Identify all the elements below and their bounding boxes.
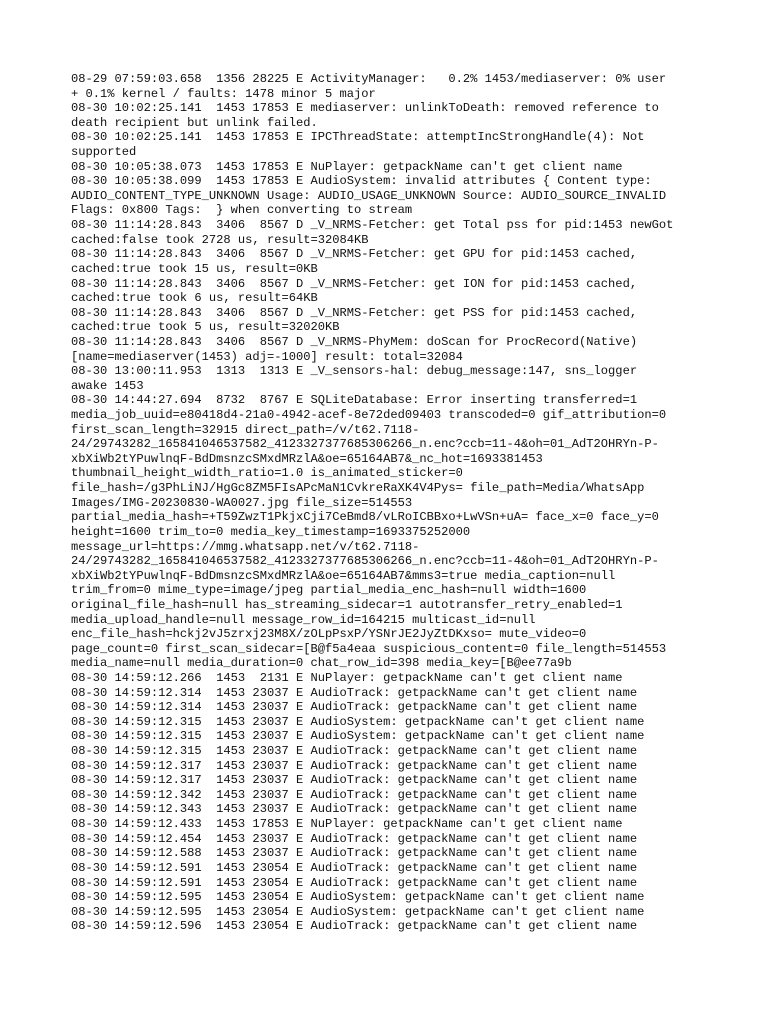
log-line: message_url=https://mmg.whatsapp.net/v/t62.7118- bbox=[71, 539, 420, 554]
log-line: 08-30 14:59:12.595 1453 23054 E AudioSystem: getpackName can't get client name bbox=[71, 890, 645, 905]
log-line: 08-30 14:59:12.454 1453 23037 E AudioTrack: getpackName can't get client name bbox=[71, 831, 638, 846]
log-line: 08-30 14:59:12.315 1453 23037 E AudioTrack: getpackName can't get client name bbox=[71, 744, 638, 759]
log-line: 08-30 13:00:11.953 1313 1313 E _V_sensors-hal: debug_message:147, sns_logger bbox=[71, 364, 638, 379]
log-line: 08-30 10:02:25.141 1453 17853 E mediaserver: unlinkToDeath: removed reference to bbox=[71, 101, 659, 116]
log-line: 08-30 11:14:28.843 3406 8567 D _V_NRMS-Fetcher: get PSS for pid:1453 cached, bbox=[71, 305, 638, 320]
log-line: xbXiWb2tYPuwlnqF-BdDmsnzcSMxdMRzlA&oe=65164AB7&mms3=true media_caption=null bbox=[71, 568, 616, 583]
log-line: cached:true took 15 us, result=0KB bbox=[71, 261, 318, 276]
log-line: xbXiWb2tYPuwlnqF-BdDmsnzcSMxdMRzlA&oe=65164AB7&_nc_hot=1693381453 bbox=[71, 451, 543, 466]
log-line: 08-30 14:59:12.266 1453 2131 E NuPlayer: getpackName can't get client name bbox=[71, 670, 623, 685]
log-text-block bbox=[71, 72, 701, 934]
log-line: 08-30 14:59:12.317 1453 23037 E AudioTrack: getpackName can't get client name bbox=[71, 758, 638, 773]
log-line: 08-30 14:59:12.314 1453 23037 E AudioTrack: getpackName can't get client name bbox=[71, 700, 638, 715]
log-line: page_count=0 first_scan_sidecar=[B@f5a4eaa suspicious_content=0 file_length=514553 bbox=[71, 641, 667, 656]
log-line: 08-30 14:59:12.314 1453 23037 E AudioTrack: getpackName can't get client name bbox=[71, 685, 638, 700]
log-line: 08-30 14:59:12.343 1453 23037 E AudioTrack: getpackName can't get client name bbox=[71, 802, 638, 817]
log-line: 08-30 10:05:38.073 1453 17853 E NuPlayer: getpackName can't get client name bbox=[71, 159, 623, 174]
log-line: 08-30 10:02:25.141 1453 17853 E IPCThreadState: attemptIncStrongHandle(4): Not bbox=[71, 130, 645, 145]
log-line: 08-30 14:59:12.591 1453 23054 E AudioTrack: getpackName can't get client name bbox=[71, 860, 638, 875]
log-line: 08-30 14:59:12.317 1453 23037 E AudioTrack: getpackName can't get client name bbox=[71, 773, 638, 788]
log-line: supported bbox=[71, 145, 137, 160]
log-line: + 0.1% kernel / faults: 1478 minor 5 major bbox=[71, 86, 376, 101]
log-line: 08-29 07:59:03.658 1356 28225 E ActivityManager: 0.2% 1453/mediaserver: 0% user bbox=[71, 72, 667, 86]
log-line: 08-30 14:59:12.588 1453 23037 E AudioTrack: getpackName can't get client name bbox=[71, 846, 638, 861]
log-line: partial_media_hash=+T59ZwzT1PkjxCji7CeBmd8/vLRoICBBxo+LwVSn+uA= face_x=0 face_y=0 bbox=[71, 510, 659, 525]
log-line: [name=mediaserver(1453) adj=-1000] result: total=32084 bbox=[71, 349, 463, 364]
log-line: 08-30 11:14:28.843 3406 8567 D _V_NRMS-Fetcher: get ION for pid:1453 cached, bbox=[71, 276, 638, 291]
log-line: Flags: 0x800 Tags: } when converting to stream bbox=[71, 203, 413, 218]
log-line: 08-30 14:59:12.315 1453 23037 E AudioSystem: getpackName can't get client name bbox=[71, 714, 645, 729]
log-line: media_job_uuid=e80418d4-21a0-4942-acef-8e72ded09403 transcoded=0 gif_attribution=0 bbox=[71, 408, 667, 423]
log-line: 08-30 11:14:28.843 3406 8567 D _V_NRMS-PhyMem: doScan for ProcRecord(Native) bbox=[71, 334, 638, 349]
log-line: 08-30 14:59:12.433 1453 17853 E NuPlayer: getpackName can't get client name bbox=[71, 817, 623, 832]
log-line: 08-30 14:59:12.315 1453 23037 E AudioSystem: getpackName can't get client name bbox=[71, 729, 645, 744]
log-line: first_scan_length=32915 direct_path=/v/t62.7118- bbox=[71, 422, 420, 437]
log-line: 08-30 11:14:28.843 3406 8567 D _V_NRMS-Fetcher: get Total pss for pid:1453 newGot bbox=[71, 218, 674, 233]
log-line: 08-30 14:44:27.694 8732 8767 E SQLiteDatabase: Error inserting transferred=1 bbox=[71, 393, 638, 408]
log-line: 08-30 10:05:38.099 1453 17853 E AudioSystem: invalid attributes { Content type: bbox=[71, 174, 652, 189]
log-line: 08-30 14:59:12.596 1453 23054 E AudioTrack: getpackName can't get client name bbox=[71, 919, 638, 934]
log-line: awake 1453 bbox=[71, 378, 144, 393]
log-line: cached:false took 2728 us, result=32084KB bbox=[71, 232, 369, 247]
log-line: Images/IMG-20230830-WA0027.jpg file_size=514553 bbox=[71, 495, 413, 510]
log-line: 24/29743282_165841046537582_4123327377685306266_n.enc?ccb=11-4&oh=01_AdT2OHRYn-P- bbox=[71, 437, 659, 452]
log-line: enc_file_hash=hckj2vJ5zrxj23M8X/zOLpPsxP/YSNrJE2JyZtDKxso= mute_video=0 bbox=[71, 627, 587, 642]
log-line: AUDIO_CONTENT_TYPE_UNKNOWN Usage: AUDIO_USAGE_UNKNOWN Source: AUDIO_SOURCE_INVALID bbox=[71, 188, 667, 203]
log-line: trim_from=0 mime_type=image/jpeg partial_media_enc_hash=null width=1600 bbox=[71, 583, 587, 598]
log-line: 08-30 14:59:12.342 1453 23037 E AudioTrack: getpackName can't get client name bbox=[71, 787, 638, 802]
log-line: thumbnail_height_width_ratio=1.0 is_animated_sticker=0 bbox=[71, 466, 463, 481]
log-line: media_upload_handle=null message_row_id=164215 multicast_id=null bbox=[71, 612, 536, 627]
log-line: cached:true took 5 us, result=32020KB bbox=[71, 320, 340, 335]
log-line: 24/29743282_165841046537582_4123327377685306266_n.enc?ccb=11-4&oh=01_AdT2OHRYn-P- bbox=[71, 554, 659, 569]
log-line: death recipient but unlink failed. bbox=[71, 115, 318, 130]
log-line: file_hash=/g3PhLiNJ/HgGc8ZM5FIsAPcMaN1CvkreRaXK4V4Pys= file_path=Media/WhatsApp bbox=[71, 481, 645, 496]
log-line: cached:true took 6 us, result=64KB bbox=[71, 291, 318, 306]
log-line: media_name=null media_duration=0 chat_row_id=398 media_key=[B@ee77a9b bbox=[71, 656, 572, 671]
log-line: 08-30 14:59:12.591 1453 23054 E AudioTrack: getpackName can't get client name bbox=[71, 875, 638, 890]
log-line: original_file_hash=null has_streaming_sidecar=1 autotransfer_retry_enabled=1 bbox=[71, 597, 623, 612]
log-line: 08-30 14:59:12.595 1453 23054 E AudioSystem: getpackName can't get client name bbox=[71, 904, 645, 919]
log-line: 08-30 11:14:28.843 3406 8567 D _V_NRMS-Fetcher: get GPU for pid:1453 cached, bbox=[71, 247, 638, 262]
log-line: height=1600 trim_to=0 media_key_timestamp=1693375252000 bbox=[71, 524, 471, 539]
